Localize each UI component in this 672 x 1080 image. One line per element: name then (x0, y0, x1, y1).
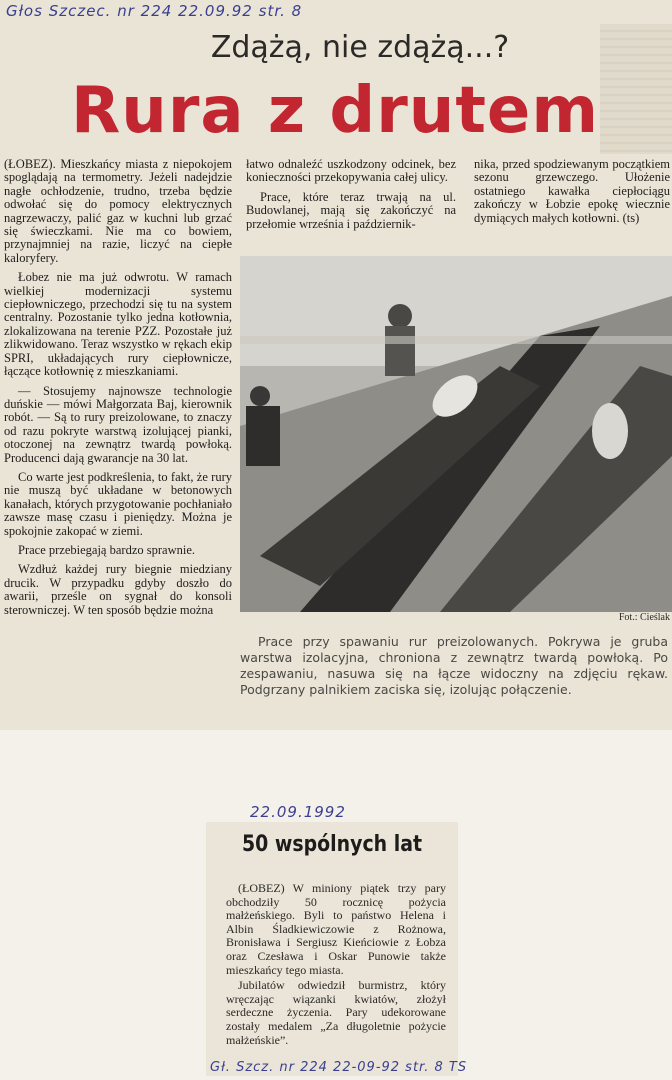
caption-text: Prace przy spawaniu rur preizolowanych. Pokrywa je gruba warstwa izolacyjna, chroniona z zewnątrz twardą powłoką. Po zespawaniu, nasuwa się na łącze widoczny na zdjęciu rękaw. Podgrzany palnikiem zaciska się, izolując połączenie. (240, 634, 668, 697)
paragraph: (ŁOBEZ) W miniony piątek trzy pary obchodziły 50 rocznicę pożycia małżeńskiego. Byli to państwo Helena i Albin Śladkiewiczowie z Rożnowa, Bronisława i Sergiusz Kieńciowie z Łobza oraz Czesława i Oskar Punowie także mieszkańcy tego miasta. (226, 881, 446, 977)
article-column-2 (246, 158, 456, 237)
article-kicker: Zdążą, nie zdążą...? (210, 30, 510, 65)
photo-caption (240, 634, 668, 698)
paragraph: Łobez nie ma już odwrotu. W ramach wielkiej modernizacji systemu ciepłowniczego, przechodzi się tu na system centralny. Pozostanie tylko jedna kotłownia, zlokalizowana na terenie PZZ. Pozostałe już zlikwidowano. Teraz wszystko w rękach ekip SPRI, układających rury ciepłownicze, łączące kotłownię z mieszkaniami. (4, 270, 232, 379)
article-column-1 (4, 158, 232, 623)
pipe-workers-illustration (240, 256, 672, 612)
paragraph: Wzdłuż każdej rury biegnie miedziany drucik. W przypadku gdyby doszło do awarii, prześle on sygnał do konsoli sterowniczej. W ten sposób będzie można (4, 562, 232, 617)
paragraph: łatwo odnaleźć uszkodzony odcinek, bez konieczności przekopywania całej ulicy. (246, 157, 456, 185)
handwritten-source-note: Głos Szczec. nr 224 22.09.92 str. 8 (6, 2, 303, 20)
paragraph: Co warte jest podkreślenia, to fakt, że rury nie muszą być układane w betonowych kanałach, których przygotowanie pochłaniało zawsze masę czasu i pieniędzy. Można je spokojnie zakopać w ziemi. (4, 469, 232, 538)
handwritten-source-note-bottom: Gł. Szcz. nr 224 22-09-92 str. 8 TS (210, 1060, 468, 1075)
paragraph: Prace przebiegają bardzo sprawnie. (18, 542, 195, 557)
article-column-3 (474, 158, 670, 231)
photo-credit: Fot.: Cieślak (618, 612, 670, 623)
paragraph: Prace, które teraz trwają na ul. Budowlanej, mają się zakończyć na przełomie września i październik- (246, 189, 456, 231)
paragraph: — Stosujemy najnowsze technologie duńskie — mówi Małgorzata Baj, kierownik robót. — Są to rury preizolowane, to znaczy od razu pokryte warstwą izolującej pianki, otoczonej na zewnątrz twardą powłoką. Producenci dają gwarancje na 30 lat. (4, 383, 232, 465)
handwritten-date: 22.09.1992 (250, 803, 346, 821)
paragraph: (ŁOBEZ). Mieszkańcy miasta z niepokojem spoglądają na termometry. Jeżeli nadejdzie nagłe ochłodzenie, trudno, trzeba będzie odwołać się do pomocy elektrycznych nagrzewaczy, palić gaz w kuchni lub grzać się świeczkami. Nie ma co bowiem, przynajmniej na razie, liczyć na ciepłe kaloryfery. (4, 157, 232, 265)
paragraph: nika, przed spodziewanym początkiem sezonu grzewczego. Ułożenie ostatniego kawałka ciepłociągu zakończy w Łobzie epokę wiecznie dymiących małych kotłowni. (ts) (474, 157, 670, 225)
article-photo (240, 256, 672, 612)
article-body (226, 882, 446, 1049)
article-title: 50 wspólnych lat (241, 832, 423, 857)
article-headline: Rura z drutem (70, 74, 600, 148)
paragraph: Jubilatów odwiedził burmistrz, który wręczając wiązanki kwiatów, złożył serdeczne życzenia. Pary udekorowane zostały medalem „Za długoletnie pożycie małżeńskie”. (226, 978, 446, 1047)
bottom-clipping (206, 822, 458, 1076)
